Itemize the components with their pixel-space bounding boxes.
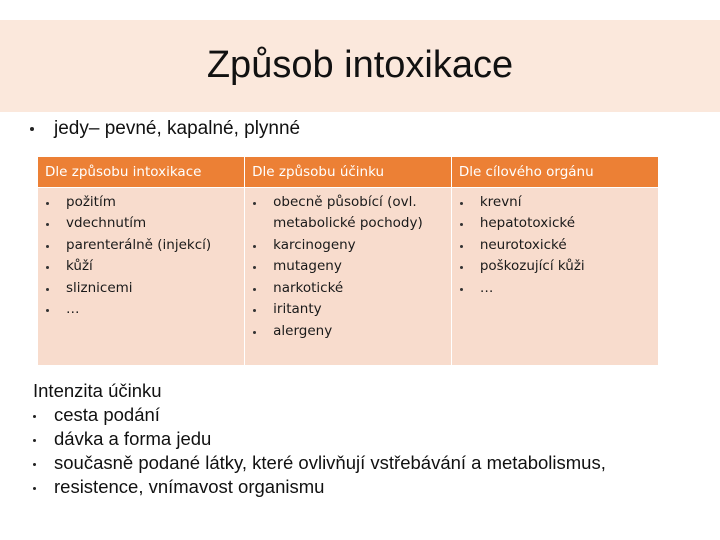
classification-table xyxy=(38,157,658,365)
list-item: … xyxy=(458,278,652,300)
intensity-heading: Intenzita účinku xyxy=(33,380,162,401)
header-intoxication: Dle způsobu intoxikace xyxy=(38,157,245,187)
table-row xyxy=(38,187,658,365)
list-item: alergeny xyxy=(251,321,445,343)
list-item: narkotické xyxy=(251,278,445,300)
cell-target-organ xyxy=(451,187,658,365)
intensity-list xyxy=(33,403,606,499)
list-item: vdechnutím xyxy=(44,213,238,235)
header-target-organ: Dle cílového orgánu xyxy=(451,157,658,187)
list-item: požitím xyxy=(44,192,238,214)
slide-title: Způsob intoxikace xyxy=(206,44,514,86)
cell-effect xyxy=(245,187,452,365)
cell-intoxication xyxy=(38,187,245,365)
list-item: … xyxy=(44,299,238,321)
list-item: resistence, vnímavost organismu xyxy=(33,475,606,499)
list-item: cesta podání xyxy=(33,403,606,427)
list-item: poškozující kůži xyxy=(458,256,652,278)
list-item: obecně působící (ovl. metabolické pochody) xyxy=(251,192,445,235)
list-item: neurotoxické xyxy=(458,235,652,257)
list-item: hepatotoxické xyxy=(458,213,652,235)
header-effect: Dle způsobu účinku xyxy=(245,157,452,187)
list-item: parenterálně (injekcí) xyxy=(44,235,238,257)
list-item: krevní xyxy=(458,192,652,214)
list-item: sliznicemi xyxy=(44,278,238,300)
intensity-section xyxy=(33,379,606,499)
list-item: kůží xyxy=(44,256,238,278)
table-header-row xyxy=(38,157,658,187)
intro-bullet-text: jedy– pevné, kapalné, plynné xyxy=(54,118,301,139)
list-item: současně podané látky, které ovlivňují vstřebávání a metabolismus, xyxy=(33,451,606,475)
list-item: karcinogeny xyxy=(251,235,445,257)
list-item: mutageny xyxy=(251,256,445,278)
bullet-dot xyxy=(30,127,34,131)
list-item: dávka a forma jedu xyxy=(33,427,606,451)
list-item: iritanty xyxy=(251,299,445,321)
